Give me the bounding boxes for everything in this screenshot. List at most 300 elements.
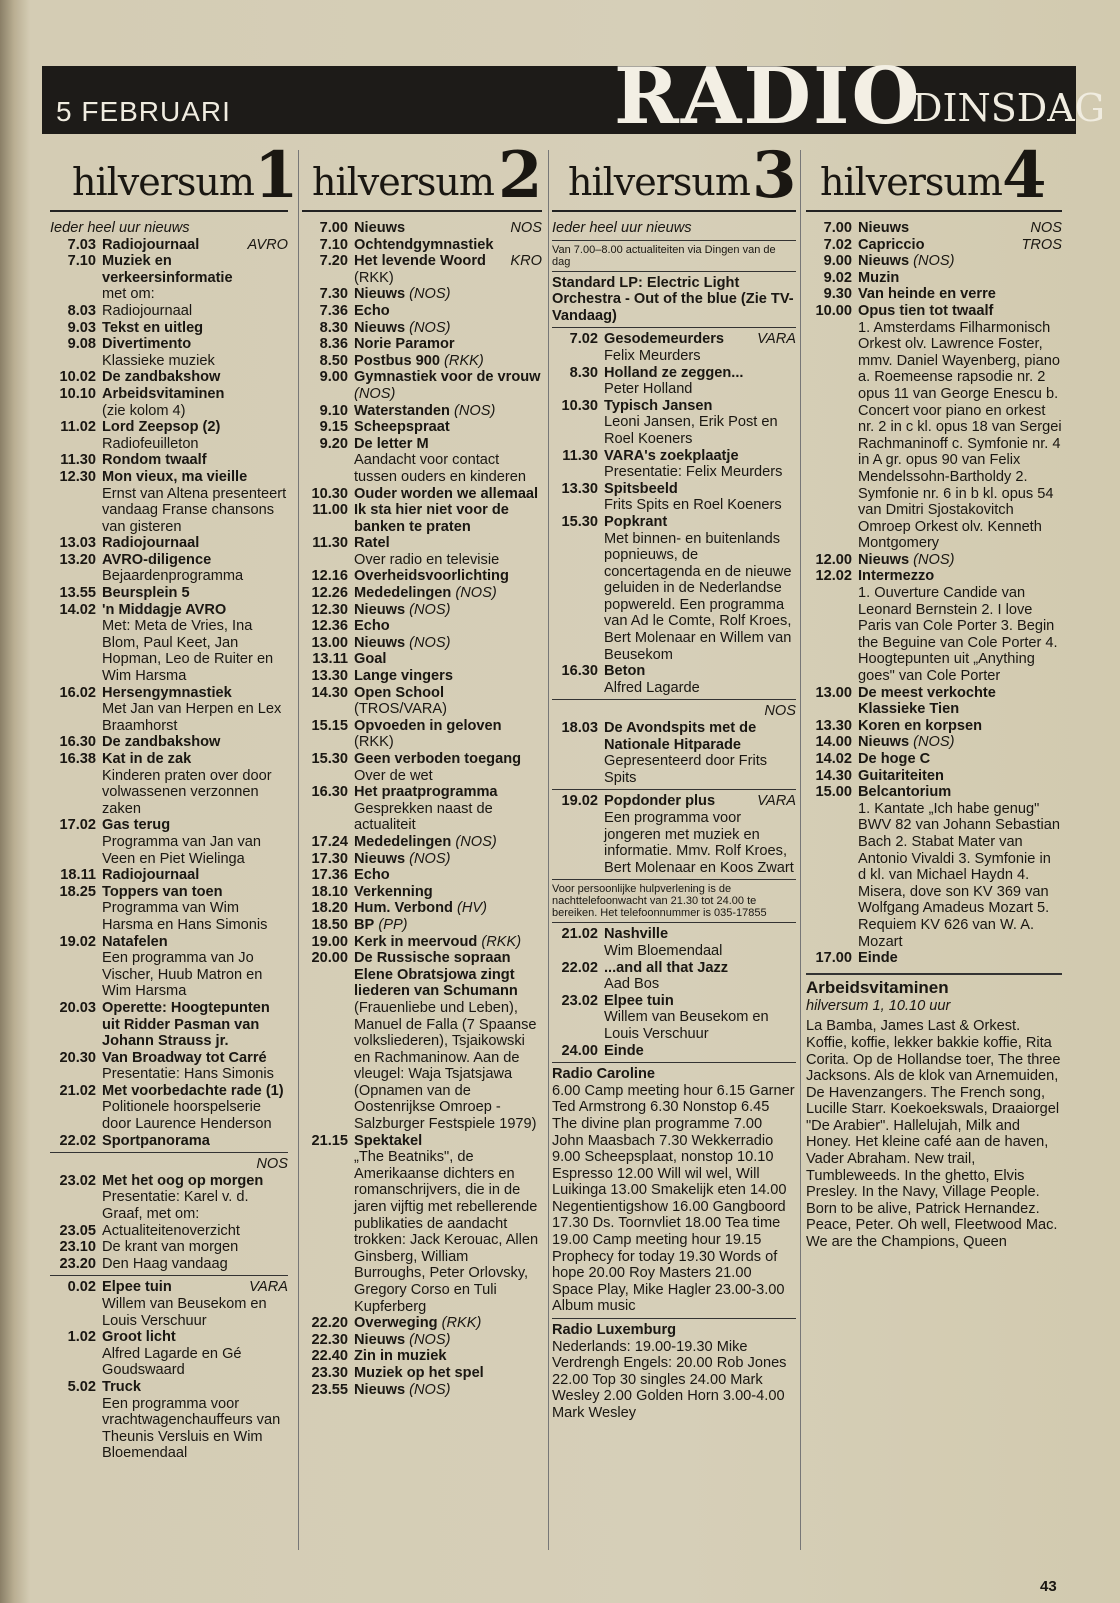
program-time: 8.50	[319, 352, 348, 369]
program-title: Arbeidsvitaminen	[102, 385, 225, 402]
program-description: Klassieke muziek	[102, 352, 215, 369]
program-title: Postbus 900	[354, 352, 440, 369]
program-title: Guitariteiten	[858, 767, 944, 784]
schedule-list	[552, 220, 796, 1422]
luxemburg-title: Radio Luxemburg	[552, 1322, 677, 1339]
program-title: Radiojournaal	[102, 236, 200, 253]
program-time: 9.00	[823, 253, 852, 270]
program-title: Overheidsvoorlichting	[354, 568, 509, 585]
program-row	[50, 1133, 288, 1150]
program-description: (zie kolom 4)	[102, 402, 186, 419]
program-description: Leoni Jansen, Erik Post en Roel Koeners	[604, 414, 778, 447]
program-title: Einde	[858, 950, 898, 967]
page-number: 43	[1040, 1578, 1057, 1595]
program-broadcaster: (NOS)	[455, 833, 497, 850]
program-station: NOS	[510, 220, 542, 236]
program-row	[806, 220, 1062, 237]
program-title: Truck	[102, 1378, 141, 1395]
schedule-list	[50, 220, 288, 1462]
program-station: VARA	[249, 1279, 288, 1296]
luxemburg-schedule: Nederlands: 19.00-19.30 Mike Verdrengh Engels: 20.00 Rob Jones 22.00 Top 30 singles 24.00 Mark Wesley 2.00 Golden Horn 3.00-4.00 Mark Wesley	[552, 1338, 787, 1421]
program-broadcaster: (NOS)	[913, 734, 955, 751]
program-description: Radiofeuilleton	[102, 435, 199, 452]
program-time: 7.10	[319, 236, 348, 253]
program-time: 20.03	[59, 999, 96, 1016]
program-time: 10.00	[815, 302, 852, 319]
program-description: Felix Meurders	[604, 347, 701, 364]
program-description: Ernst van Altena presenteert vandaag Franse chansons van gisteren	[102, 485, 287, 535]
program-time: 17.30	[311, 850, 348, 867]
program-row	[302, 685, 542, 718]
program-description: De krant van morgen	[102, 1239, 239, 1256]
program-time: 14.02	[59, 601, 96, 618]
program-row	[806, 768, 1062, 785]
program-title: Van Broadway tot Carré	[102, 1049, 267, 1066]
program-time: 14.30	[815, 767, 852, 784]
program-title: Opus tien tot twaalf	[858, 302, 994, 319]
program-station: NOS	[1030, 220, 1062, 236]
program-row	[552, 365, 796, 398]
program-time: 7.03	[67, 236, 96, 253]
program-time: 15.15	[311, 717, 348, 734]
day-label: DINSDAG	[912, 86, 1106, 130]
program-row	[302, 751, 542, 784]
program-time: 22.30	[311, 1331, 348, 1348]
program-title: Muziek op het spel	[354, 1364, 484, 1381]
program-time: 9.15	[319, 419, 348, 436]
program-time: 13.30	[311, 668, 348, 685]
program-time: 8.30	[569, 364, 598, 381]
program-description: Kinderen praten over door volwassenen verzonnen zaken	[102, 767, 272, 817]
program-row	[302, 502, 542, 535]
column-header	[806, 140, 1062, 212]
program-time: 20.30	[59, 1049, 96, 1066]
program-time: 7.00	[823, 220, 852, 236]
program-title: Nieuws	[858, 734, 910, 751]
program-description: Radiojournaal	[102, 302, 193, 319]
program-description: Den Haag vandaag	[102, 1255, 228, 1272]
program-row	[806, 718, 1062, 735]
program-time: 15.00	[815, 784, 852, 801]
program-row	[50, 1329, 288, 1379]
date-label: 5 FEBRUARI	[56, 96, 231, 127]
caroline-schedule: 6.00 Camp meeting hour 6.15 Garner Ted Armstrong 6.30 Nonstop 6.45 The divine plan programme 7.00 John Maasbach 7.30 Wekkerradio 9.00 Scheepsplaat, nonstop 10.10 Espresso 12.00 Will wil wel, Will Luikinga 13.00 Smakelijk eten 14.00 Negentientigshow 16.00 Gangboord 17.30 Ds. Toornvliet 18.00 Tea time 19.00 Camp meeting hour 19.15 Prophecy for today 19.30 Words of hope 20.00 Roy Masters 21.00 Space Play, Mike Hagler 23.00-3.00 Album music	[552, 1082, 795, 1315]
program-broadcaster: (NOS)	[409, 601, 451, 618]
program-broadcaster: (RKK)	[444, 352, 484, 369]
program-time: 12.36	[311, 618, 348, 635]
program-title: Operette: Hoogtepunten uit Ridder Pasman van Johann Strauss jr.	[102, 999, 270, 1050]
program-title: Nieuws	[354, 850, 406, 867]
program-row	[806, 552, 1062, 569]
program-time: 7.02	[569, 331, 598, 348]
program-station: TROS	[1021, 236, 1062, 253]
program-row	[302, 535, 542, 568]
program-title: Nieuws	[858, 253, 910, 270]
program-description: Met binnen- en buitenlands popnieuws, de concertagenda en de nieuwe geluiden in de Nederlandse popwereld. Een programma van Ad le Comte, Rolf Kroes, Bert Molenaar en Willem van Beusekom	[604, 530, 792, 663]
program-time: 0.02	[67, 1279, 96, 1296]
program-title: Mon vieux, ma vieille	[102, 468, 248, 485]
program-row	[50, 303, 288, 320]
program-time: 8.03	[67, 302, 96, 319]
program-time: 16.30	[561, 663, 598, 680]
program-station: VARA	[757, 331, 796, 348]
program-time: 9.20	[319, 435, 348, 452]
program-time: 12.02	[815, 568, 852, 585]
program-title: Beursplein 5	[102, 585, 190, 602]
program-row	[50, 1083, 288, 1133]
program-time: 18.20	[311, 900, 348, 917]
schedule-list	[806, 220, 1062, 1251]
program-row	[552, 514, 796, 663]
column-divider	[800, 150, 801, 1550]
program-row	[302, 784, 542, 834]
program-row	[302, 602, 542, 619]
program-broadcaster: (NOS)	[913, 253, 955, 270]
program-row	[302, 253, 542, 286]
program-title: Spektakel	[354, 1132, 423, 1149]
program-title: Nieuws	[354, 634, 406, 651]
program-time: 11.30	[562, 447, 598, 464]
program-time: 10.02	[59, 369, 96, 386]
program-title: Radiojournaal	[102, 535, 200, 552]
program-broadcaster: (NOS)	[354, 385, 396, 402]
program-row	[552, 960, 796, 993]
program-time: 14.30	[311, 684, 348, 701]
program-row	[50, 1050, 288, 1083]
column-header	[302, 140, 542, 212]
program-row	[806, 751, 1062, 768]
program-row	[50, 386, 288, 419]
program-title: Het levende Woord	[354, 253, 486, 270]
program-title: Kerk in meervoud	[354, 933, 478, 950]
program-row	[50, 552, 288, 585]
box-subtitle: hilversum 1, 10.10 uur	[806, 997, 951, 1014]
program-row	[302, 950, 542, 1133]
program-title: Beton	[604, 663, 646, 680]
program-description: Politionele hoorspelserie door Laurence Henderson	[102, 1099, 272, 1133]
program-row	[302, 618, 542, 635]
program-description: Programma van Jan van Veen en Piet Wielinga	[102, 833, 261, 867]
program-row	[50, 336, 288, 369]
program-row	[50, 884, 288, 934]
program-title: AVRO-diligence	[102, 551, 212, 568]
program-time: 23.02	[561, 992, 598, 1009]
program-title: Nieuws	[354, 1381, 406, 1398]
program-row	[552, 720, 796, 786]
program-title: Opvoeden in geloven	[354, 717, 502, 734]
program-time: 23.55	[311, 1381, 348, 1398]
program-title: Hersengymnastiek	[102, 684, 232, 701]
program-time: 7.36	[319, 302, 348, 319]
program-title: Ratel	[354, 535, 390, 552]
program-row	[302, 220, 542, 237]
program-broadcaster: (RKK)	[481, 933, 522, 950]
program-row	[302, 320, 542, 337]
program-title: Lord Zeepsop (2)	[102, 419, 221, 436]
program-row	[50, 1223, 288, 1240]
program-row	[50, 535, 288, 552]
program-time: 10.30	[561, 397, 598, 414]
program-time: 9.02	[823, 269, 852, 286]
program-time: 17.02	[59, 817, 96, 834]
program-row	[50, 1279, 288, 1329]
station-name: hilversum	[820, 160, 1002, 204]
program-time: 9.00	[319, 369, 348, 386]
station-name: hilversum	[568, 160, 750, 204]
program-row	[806, 784, 1062, 950]
program-row	[302, 336, 542, 353]
program-time: 21.02	[59, 1082, 96, 1099]
column-divider	[548, 150, 549, 1550]
program-description: Aad Bos	[604, 976, 660, 993]
program-row	[50, 867, 288, 884]
program-title: Nieuws	[858, 551, 910, 568]
program-time: 20.00	[311, 950, 348, 967]
program-row	[806, 237, 1062, 254]
header-banner	[42, 51, 1106, 142]
program-description: Presentatie: Hans Simonis	[102, 1066, 274, 1083]
program-title: Geen verboden toegang	[354, 751, 522, 767]
program-time: 23.20	[59, 1255, 96, 1272]
program-time: 10.10	[59, 385, 96, 402]
program-time: 14.02	[815, 751, 852, 767]
program-row	[50, 734, 288, 751]
program-row	[50, 469, 288, 535]
program-row	[50, 1239, 288, 1256]
program-title: Kat in de zak	[102, 751, 192, 767]
program-title: Belcantorium	[858, 784, 952, 801]
program-row	[50, 419, 288, 452]
program-row	[302, 635, 542, 652]
program-time: 11.00	[312, 502, 348, 519]
program-time: 18.03	[561, 720, 598, 737]
program-time: 17.24	[311, 833, 348, 850]
program-row	[552, 481, 796, 514]
program-title: Popkrant	[604, 513, 668, 530]
program-row	[552, 793, 796, 876]
station-name: hilversum	[72, 160, 254, 204]
program-title: Muzin	[858, 269, 900, 286]
program-description: Gesprekken naast de actualiteit	[354, 800, 493, 834]
standard-lp: Standard LP: Electric Light Orchestra - Out of the blue (Zie TV-Vandaag)	[552, 274, 794, 324]
program-time: 24.00	[561, 1042, 598, 1059]
program-description: Met: Meta de Vries, Ina Blom, Paul Keet, Jan Hopman, Leo de Ruiter en Wim Harsma	[102, 618, 274, 685]
program-time: 15.30	[561, 513, 598, 530]
program-title: De meest verkochte Klassieke Tien	[858, 684, 996, 718]
program-time: 13.11	[312, 651, 348, 668]
program-broadcaster: (NOS)	[454, 402, 496, 419]
program-row	[552, 993, 796, 1043]
program-row	[50, 1256, 288, 1273]
program-title: VARA's zoekplaatje	[604, 447, 739, 464]
program-row	[302, 353, 542, 370]
program-row	[50, 1379, 288, 1462]
program-row	[552, 1043, 796, 1060]
program-row	[302, 934, 542, 951]
column-header	[50, 138, 299, 213]
program-time: 7.00	[319, 220, 348, 236]
program-time: 16.30	[311, 784, 348, 801]
program-description: Bejaardenprogramma	[102, 568, 244, 585]
program-description: Over de wet	[354, 767, 433, 784]
program-title: Gas terug	[102, 817, 171, 834]
program-description: Willem van Beusekom en Louis Verschuur	[102, 1296, 267, 1329]
program-title: Nieuws	[354, 1331, 406, 1348]
program-title: Intermezzo	[858, 568, 935, 585]
program-row	[50, 934, 288, 1000]
program-broadcaster: (PP)	[378, 916, 408, 933]
radio-title: RADIO	[614, 51, 922, 142]
program-time: 13.00	[815, 684, 852, 701]
program-title: Radiojournaal	[102, 867, 200, 884]
program-time: 12.26	[311, 585, 348, 602]
program-title: Divertimento	[102, 336, 192, 353]
program-broadcaster: (NOS)	[913, 551, 955, 568]
program-row	[302, 436, 542, 486]
program-row	[302, 851, 542, 868]
column-hilversum-4	[806, 140, 1062, 1251]
program-title: Echo	[354, 867, 390, 884]
program-title: Gesodemeurders	[604, 331, 725, 348]
program-time: 9.30	[823, 286, 852, 303]
program-broadcaster: (HV)	[456, 900, 487, 917]
program-title: De letter M	[354, 435, 429, 452]
program-title: Ouder worden we allemaal	[354, 485, 539, 502]
program-time: 23.10	[59, 1239, 96, 1256]
program-title: De Avondspits met de Nationale Hitparade	[604, 720, 757, 753]
program-broadcaster: (NOS)	[409, 1381, 451, 1398]
program-title: Het praatprogramma	[354, 784, 498, 801]
program-row	[806, 568, 1062, 684]
program-time: 13.30	[815, 717, 852, 734]
program-time: 9.08	[67, 336, 96, 353]
program-time: 7.30	[319, 286, 348, 303]
program-row	[302, 1382, 542, 1399]
program-time: 22.02	[59, 1132, 96, 1149]
program-time: 1.02	[67, 1329, 96, 1346]
program-time: 23.05	[59, 1222, 96, 1239]
intro-note: Van 7.00–8.00 actualiteiten via Dingen van de dag	[552, 243, 776, 268]
program-row	[50, 253, 288, 303]
program-row	[50, 452, 288, 469]
program-row	[50, 237, 288, 254]
program-row	[302, 884, 542, 901]
column-hilversum-3	[552, 140, 796, 1422]
station-number: 1	[254, 138, 299, 213]
program-time: 23.30	[311, 1364, 348, 1381]
program-row	[302, 867, 542, 884]
program-time: 19.00	[311, 933, 348, 950]
station-label: NOS	[256, 1156, 288, 1173]
program-row	[302, 718, 542, 751]
program-title: Toppers van toen	[102, 883, 223, 900]
program-description: Over radio en televisie	[354, 551, 500, 568]
program-time: 13.00	[311, 634, 348, 651]
program-row	[302, 1365, 542, 1382]
station-label: NOS	[764, 703, 796, 720]
program-time: 18.25	[59, 883, 96, 900]
news-note: Ieder heel uur nieuws	[552, 220, 692, 236]
program-description: Alfred Lagarde	[604, 679, 700, 696]
program-title: De zandbakshow	[102, 369, 221, 386]
program-station: KRO	[510, 253, 542, 270]
program-time: 5.02	[67, 1378, 96, 1395]
program-title: Einde	[604, 1042, 644, 1059]
program-title: Met het oog op morgen	[102, 1172, 264, 1189]
program-time: 21.02	[561, 926, 598, 943]
program-description: Programma van Wim Harsma en Hans Simonis	[102, 900, 268, 933]
program-row	[552, 331, 796, 364]
program-broadcaster: (NOS)	[409, 850, 451, 867]
caroline-title: Radio Caroline	[552, 1066, 655, 1083]
program-title: Natafelen	[102, 933, 168, 950]
program-time: 13.55	[59, 585, 96, 602]
program-broadcaster: (NOS)	[409, 319, 451, 336]
program-title: Goal	[354, 651, 387, 668]
program-row	[302, 1332, 542, 1349]
program-time: 10.30	[311, 485, 348, 502]
program-description: Actualiteitenoverzicht	[102, 1222, 240, 1239]
program-time: 11.02	[60, 419, 96, 436]
program-title: Met voorbedachte rade (1)	[102, 1082, 284, 1099]
box-text: La Bamba, James Last & Orkest. Koffie, koffie, lekker bakkie koffie, Rita Corita. Op de Hollandse toer, The three Jacksons. Als de klok van Arnemuiden, De Havenzangers. The French song, Lucille Starr. Koekoekswals, Draaiorgel "De Arabier". Hallelujah, Milk and Honey. Het kleine café aan de haven, Vader Abraham. New trail, Tumbleweeds. In the ghetto, Elvis Presley. In the Navy, Village People. Born to be alive, Patrick Hernandez. Peace, Peter. Oh well, Fleetwood Mac. We are the Champions, Queen	[806, 1018, 1061, 1251]
program-row	[302, 369, 542, 402]
program-row	[302, 486, 542, 503]
program-title: Nashville	[604, 926, 669, 943]
program-title: Lange vingers	[354, 668, 453, 685]
program-broadcaster: (NOS)	[409, 1331, 451, 1348]
box-title: Arbeidsvitaminen	[806, 977, 949, 997]
program-description: met om:	[102, 286, 155, 303]
program-title: De Russische sopraan Elene Obratsjowa zingt liederen van Schumann	[354, 950, 518, 1000]
program-row	[50, 817, 288, 867]
program-row	[302, 419, 542, 436]
program-row	[806, 950, 1062, 967]
program-description: Willem van Beusekom en Louis Verschuur	[604, 1009, 769, 1042]
program-time: 8.30	[319, 319, 348, 336]
program-title: 'n Middagje AVRO	[102, 601, 227, 618]
program-description: Een programma voor vrachtwagenchauffeurs van Theunis Versluis en Wim Bloemendaal	[102, 1395, 281, 1462]
program-title: Nieuws	[354, 286, 406, 303]
program-time: 12.30	[311, 601, 348, 618]
program-title: Verkenning	[354, 883, 433, 900]
program-row	[806, 303, 1062, 552]
program-title: Nieuws	[354, 319, 406, 336]
program-description: (TROS/VARA)	[354, 701, 447, 718]
program-broadcaster: (NOS)	[409, 286, 451, 303]
program-title: Ochtendgymnastiek	[354, 236, 494, 253]
program-row	[302, 900, 542, 917]
program-time: 14.00	[815, 734, 852, 751]
program-row	[302, 403, 542, 420]
program-time: 21.15	[311, 1132, 348, 1149]
column-hilversum-2	[302, 140, 542, 1398]
program-row	[302, 668, 542, 685]
column-header	[552, 140, 796, 212]
program-description: Een programma van Jo Vischer, Huub Matron en Wim Harsma	[102, 950, 263, 1000]
program-title: Open School	[354, 684, 444, 701]
program-title: Groot licht	[102, 1329, 176, 1346]
program-title: Koren en korpsen	[858, 717, 983, 734]
program-broadcaster: (NOS)	[455, 585, 497, 602]
column-hilversum-1	[50, 138, 299, 1462]
program-row	[50, 585, 288, 602]
program-title: Capriccio	[858, 236, 925, 253]
program-time: 19.02	[59, 933, 96, 950]
program-row	[50, 685, 288, 735]
program-title: Waterstanden	[354, 402, 450, 419]
news-note: Ieder heel uur nieuws	[50, 220, 190, 236]
